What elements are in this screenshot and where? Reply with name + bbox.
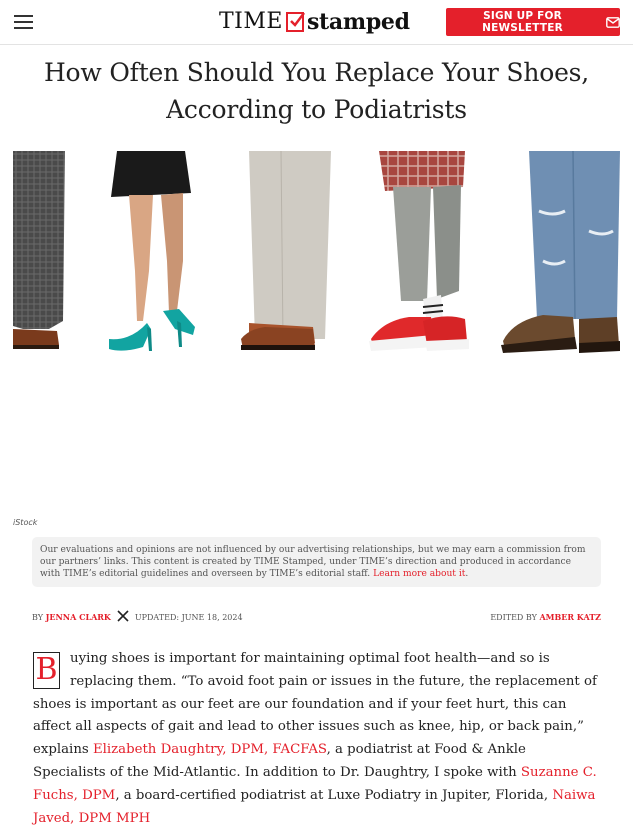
signup-newsletter-button[interactable]	[446, 8, 620, 36]
edited-prefix: EDITED BY	[490, 613, 537, 622]
paragraph-text-2: , a podiatrist at Food & Ankle Specialists of the Mid-Atlantic. In addition to Dr. Daughtry, I spoke with	[33, 742, 526, 780]
logo-checkmark-icon	[286, 12, 304, 32]
learn-more-link[interactable]: Learn more about it	[373, 569, 466, 579]
article-title	[0, 54, 633, 128]
drop-cap: B	[33, 652, 60, 689]
article-title-line-1: How Often Should You Replace Your Shoes,	[43, 58, 590, 87]
updated-date: UPDATED: JUNE 18, 2024	[134, 612, 243, 622]
expert-link-daughtry[interactable]: Elizabeth Daughtry, DPM, FACFAS	[92, 742, 327, 758]
logo-time-text: TIME	[219, 9, 283, 34]
expert-link-javed[interactable]: Naiwa Javed, DPM MPH	[33, 787, 596, 826]
article-byline	[32, 611, 601, 623]
site-header	[0, 0, 633, 45]
editorial-disclosure	[32, 537, 601, 587]
author-link[interactable]: JENNA CLARK	[45, 612, 111, 622]
time-stamped-logo[interactable]	[219, 7, 410, 37]
image-credit: iStock	[13, 518, 38, 527]
editor-link[interactable]: AMBER KATZ	[539, 612, 601, 622]
disclosure-text: Our evaluations and opinions are not influenced by our advertising relationships, but we may earn a commission from our partners’ links. This content is created by TIME Stamped, under TIME’s direction and produced in accordance with TIME’s editorial guidelines and overseen by TIME’s editorial staff.	[40, 545, 586, 579]
envelope-icon	[606, 17, 620, 28]
hamburger-menu-icon[interactable]	[14, 15, 33, 29]
signup-newsletter-label: SIGN UP FOR NEWSLETTER	[482, 10, 563, 34]
hero-image-shoes	[13, 151, 620, 511]
x-twitter-icon[interactable]	[117, 610, 129, 624]
disclosure-period: .	[465, 569, 469, 579]
expert-link-fuchs[interactable]: Suzanne C. Fuchs, DPM	[33, 764, 597, 803]
edited-by	[490, 612, 601, 622]
paragraph-text-3: , a board-certified podiatrist at Luxe Podiatry in Jupiter, Florida,	[115, 787, 553, 803]
shoes-illustration	[13, 151, 620, 511]
article-title-line-2: According to Podiatrists	[166, 95, 467, 124]
paragraph-text-1: uying shoes is important for maintaining optimal foot health—and so is replacing them. “To avoid foot pain or issues in the future, the replacement of shoes is important as our feet are our foundation and if your feet hurt, this can affect all aspects of gait and lead to other issues such as knee, hip, or back pain,” explains	[33, 651, 597, 758]
logo-stamped-text: stamped	[306, 9, 410, 35]
article-paragraph	[33, 648, 601, 830]
byline-prefix: BY	[32, 612, 44, 622]
